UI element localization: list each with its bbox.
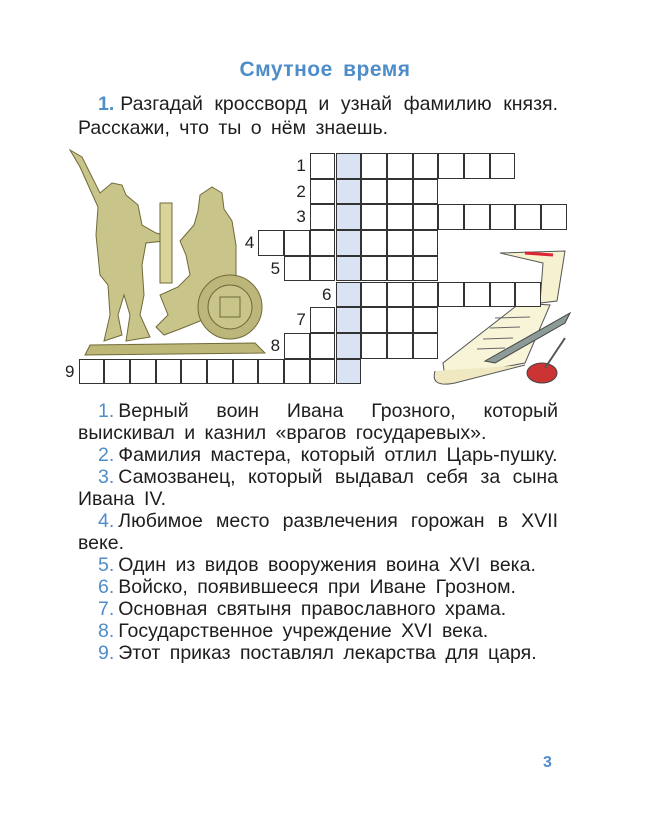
- crossword-cell[interactable]: [490, 282, 516, 308]
- clue-text: Основная святыня православного храма.: [118, 598, 507, 620]
- crossword-cell[interactable]: [387, 256, 413, 282]
- crossword-cell[interactable]: [387, 153, 413, 179]
- clue-item: [78, 554, 558, 576]
- clue-number: 9.: [98, 642, 115, 664]
- scroll-quill-illustration: [425, 243, 575, 393]
- crossword-cell[interactable]: [464, 204, 490, 230]
- crossword-cell[interactable]: [361, 230, 387, 256]
- crossword-cell[interactable]: [413, 179, 439, 205]
- crossword-key-cell[interactable]: [336, 179, 362, 205]
- row-label: 5: [270, 258, 281, 278]
- crossword-cell[interactable]: [387, 282, 413, 308]
- crossword-cell[interactable]: [130, 359, 156, 385]
- crossword-key-cell[interactable]: [336, 333, 362, 359]
- crossword-cell[interactable]: [284, 333, 310, 359]
- row-label: 1: [296, 156, 306, 175]
- row-label: 6: [322, 284, 332, 304]
- crossword-cell[interactable]: [361, 204, 387, 230]
- crossword-cell[interactable]: [413, 307, 439, 333]
- crossword-cell[interactable]: [387, 230, 413, 256]
- clue-text: Государственное учреждение XVI века.: [118, 620, 489, 642]
- clue-text: Этот приказ поставлял лекарства для царя.: [118, 642, 537, 664]
- crossword-cell[interactable]: [284, 359, 310, 385]
- task-number: 1.: [98, 93, 115, 115]
- crossword-cell[interactable]: [438, 282, 464, 308]
- clue-text: Фамилия мастера, который отлил Царь-пушку.: [118, 444, 558, 466]
- clue-text: Самозванец, который выдавал себя за сына Ивана IV.: [78, 466, 558, 510]
- crossword-cell[interactable]: [310, 256, 336, 282]
- clue-item: [78, 510, 558, 554]
- crossword-cell[interactable]: [387, 204, 413, 230]
- row-label: 8: [270, 335, 281, 355]
- clue-item: [78, 576, 558, 598]
- crossword-cell[interactable]: [361, 153, 387, 179]
- row-label: 4: [244, 233, 255, 253]
- crossword-cell[interactable]: [310, 153, 336, 179]
- crossword-cell[interactable]: [387, 179, 413, 205]
- crossword-cell[interactable]: [387, 307, 413, 333]
- clue-number: 8.: [98, 620, 115, 642]
- clue-item: [78, 598, 558, 620]
- crossword-cell[interactable]: [361, 256, 387, 282]
- crossword-cell[interactable]: [233, 359, 259, 385]
- crossword-cell[interactable]: [515, 282, 541, 308]
- crossword-cell[interactable]: [310, 230, 336, 256]
- crossword-cell[interactable]: [490, 153, 516, 179]
- crossword-cell[interactable]: [156, 359, 182, 385]
- clue-number: 4.: [98, 510, 115, 532]
- clue-number: 3.: [98, 466, 115, 488]
- crossword-cell[interactable]: [464, 153, 490, 179]
- page-number: 3: [543, 754, 552, 771]
- crossword-cell[interactable]: [413, 282, 439, 308]
- clue-text: Один из видов вооружения воина XVI века.: [118, 554, 536, 576]
- crossword-cell[interactable]: [387, 333, 413, 359]
- task-text: Разгадай кроссворд и узнай фамилию князя. Расскажи, что ты о нём знаешь.: [78, 93, 558, 139]
- task-instruction: [78, 92, 558, 140]
- crossword-key-cell[interactable]: [336, 204, 362, 230]
- clue-item: [78, 466, 558, 510]
- crossword-cell[interactable]: [541, 204, 567, 230]
- page-title: Смутное время: [239, 58, 411, 81]
- crossword-cell[interactable]: [181, 359, 207, 385]
- crossword-cell[interactable]: [310, 204, 336, 230]
- clue-text: Войско, появившееся при Иване Грозном.: [118, 576, 516, 598]
- clue-text: Верный воин Ивана Грозного, который выискивал и казнил «врагов государевых».: [78, 400, 558, 444]
- clue-text: Любимое место развлечения горожан в XVII веке.: [78, 510, 558, 554]
- crossword-cell[interactable]: [361, 282, 387, 308]
- crossword-cell[interactable]: [438, 153, 464, 179]
- row-label: 9: [65, 361, 75, 381]
- crossword-cell[interactable]: [310, 333, 336, 359]
- crossword-cell[interactable]: [438, 204, 464, 230]
- crossword-key-cell[interactable]: [336, 153, 362, 179]
- crossword-cell[interactable]: [413, 230, 439, 256]
- clue-item: [78, 444, 558, 466]
- crossword-cell[interactable]: [361, 307, 387, 333]
- clue-number: 7.: [98, 598, 115, 620]
- crossword-cell[interactable]: [361, 179, 387, 205]
- crossword-cell[interactable]: [413, 333, 439, 359]
- crossword-cell[interactable]: [361, 333, 387, 359]
- clue-item: [78, 642, 558, 664]
- clue-item: [78, 400, 558, 444]
- crossword-cell[interactable]: [464, 282, 490, 308]
- crossword-cell[interactable]: [258, 230, 284, 256]
- clue-number: 5.: [98, 554, 115, 576]
- crossword-cell[interactable]: [284, 230, 310, 256]
- row-label: 2: [296, 181, 306, 201]
- crossword-cell[interactable]: [413, 204, 439, 230]
- clue-list: [78, 400, 558, 664]
- row-label: 7: [296, 310, 306, 330]
- crossword-cell[interactable]: [413, 153, 439, 179]
- crossword-cell[interactable]: [284, 256, 310, 282]
- crossword-cell[interactable]: [310, 307, 336, 333]
- crossword-cell[interactable]: [310, 359, 336, 385]
- crossword-cell[interactable]: [104, 359, 130, 385]
- crossword-key-cell[interactable]: [336, 282, 362, 308]
- crossword-cell[interactable]: [490, 204, 516, 230]
- crossword-key-cell[interactable]: [336, 256, 362, 282]
- crossword-cell[interactable]: [413, 256, 439, 282]
- crossword-cell[interactable]: [258, 359, 284, 385]
- crossword-cell[interactable]: [79, 359, 105, 385]
- clue-number: 2.: [98, 444, 115, 466]
- crossword-key-cell[interactable]: [336, 359, 362, 385]
- row-label: 3: [296, 207, 306, 227]
- monument-illustration: [60, 145, 290, 360]
- clue-number: 1.: [98, 400, 115, 422]
- crossword-key-cell[interactable]: [336, 230, 362, 256]
- crossword-key-cell[interactable]: [336, 307, 362, 333]
- crossword-cell[interactable]: [207, 359, 233, 385]
- clue-number: 6.: [98, 576, 115, 598]
- clue-item: [78, 620, 558, 642]
- crossword-cell[interactable]: [515, 204, 541, 230]
- crossword-cell[interactable]: [310, 179, 336, 205]
